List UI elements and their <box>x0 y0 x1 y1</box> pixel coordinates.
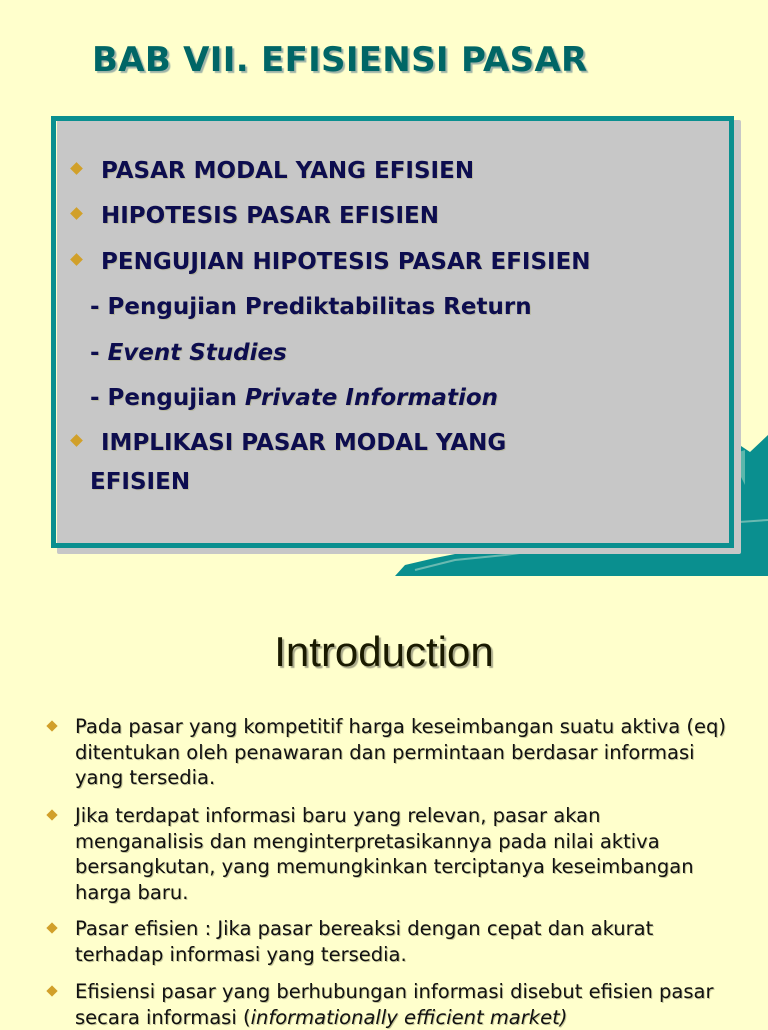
diamond-bullet-icon <box>70 253 83 266</box>
paragraph: Jika terdapat informasi baru yang relevan, pasar akan menganalisis dan menginterpretasikannya pada nilai aktiva bersangkutan, yang memungkinkan terciptanya keseimbangan harga baru. <box>75 803 735 905</box>
diamond-bullet-icon <box>70 207 83 220</box>
topics-list: PASAR MODAL YANG EFISIEN HIPOTESIS PASAR EFISIEN PENGUJIAN HIPOTESIS PASAR EFISIEN - Pengujian Prediktabilitas Return - Event Studies - Pengujian Private Information IMPLIKASI PASAR MODAL YANG EFISIEN <box>56 121 729 543</box>
sub-item: - Event Studies <box>90 340 287 366</box>
slide-title: Introduction <box>274 628 494 675</box>
slide-title: BAB VII. EFISIENSI PASAR <box>92 40 588 80</box>
paragraph: Efisiensi pasar yang berhubungan informasi disebut efisien pasar secara informasi (informationally efficient market) <box>75 979 735 1030</box>
diamond-bullet-icon <box>46 922 57 933</box>
diamond-bullet-icon <box>70 162 83 175</box>
diamond-bullet-icon <box>46 985 57 996</box>
paragraph: Pada pasar yang kompetitif harga keseimbangan suatu aktiva (eq) ditentukan oleh penawaran dan permintaan berdasar informasi yang tersedia. <box>75 714 735 791</box>
slide-introduction <box>0 590 768 1029</box>
diamond-bullet-icon <box>70 434 83 447</box>
diamond-bullet-icon <box>46 720 57 731</box>
diamond-bullet-icon <box>46 809 57 820</box>
paragraph: Pasar efisien : Jika pasar bereaksi dengan cepat dan akurat terhadap informasi yang tersedia. <box>75 916 735 967</box>
sub-item: - Pengujian Prediktabilitas Return <box>90 294 532 320</box>
sub-item: - Pengujian Private Information <box>90 385 499 411</box>
list-item-continuation: EFISIEN <box>90 469 191 495</box>
topics-frame <box>51 116 734 548</box>
